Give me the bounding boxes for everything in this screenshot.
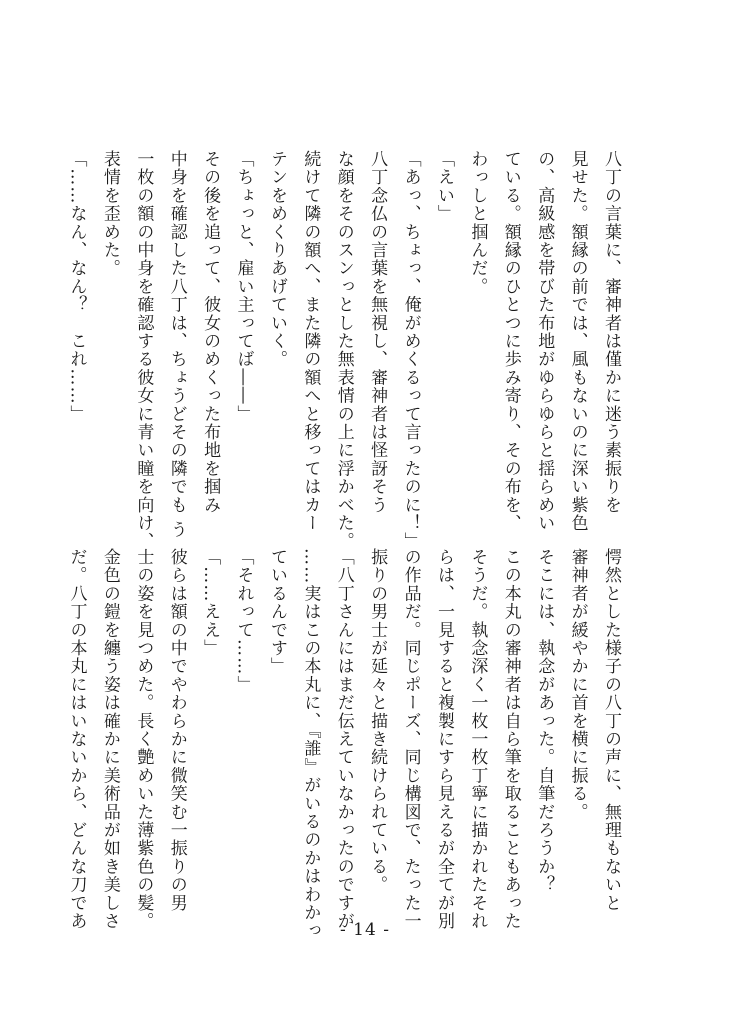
text-block-top bbox=[66, 150, 627, 551]
text-line: この本丸の審神者は自ら筆を取ることもあった bbox=[500, 548, 521, 931]
dialogue-line: ……実はこの本丸に、『誰』がいるのかはわかっ bbox=[300, 548, 321, 940]
dialogue-line: 「八丁さんにはまだ伝えていなかったのですが bbox=[333, 548, 354, 931]
dialogue-line: 「……なん、なん？ これ……」 bbox=[66, 150, 87, 423]
text-line: そうだ。執念深く一枚一枚丁寧に描かれたそれ bbox=[467, 548, 488, 931]
dialogue-line: 「それって……」 bbox=[233, 548, 254, 694]
text-line: らは、一見すると複製にすら見えるが全てが別 bbox=[433, 548, 454, 931]
text-line: そこには、執念があった。自筆だろうか？ bbox=[534, 548, 555, 894]
dialogue-line: 「あっ、ちょっ、俺がめくるって言ったのに！」 bbox=[400, 150, 421, 551]
text-line: だ。八丁の本丸にはいないから、どんな刀であ bbox=[66, 548, 87, 931]
page-number: - 14 - bbox=[340, 920, 390, 940]
dialogue-line: ているんです」 bbox=[266, 548, 287, 676]
text-line: 一枚の額の中身を確認する彼女に青い瞳を向け、 bbox=[133, 150, 154, 551]
text-line: 表情を歪めた。 bbox=[99, 150, 120, 278]
text-line: 審神者が緩やかに首を横に振る。 bbox=[567, 548, 588, 821]
text-line: の、高級感を帯びた布地がゆらゆらと揺らめい bbox=[534, 150, 555, 533]
text-line: 士の姿を見つめた。長く艶めいた薄紫色の髪。 bbox=[133, 548, 154, 931]
text-line: 振りの男士が延々と描き続けられている。 bbox=[367, 548, 388, 894]
text-line: 八丁の言葉に、審神者は僅かに迷う素振りを bbox=[601, 150, 621, 514]
text-line: ている。額縁のひとつに歩み寄り、その布を、 bbox=[500, 150, 521, 533]
text-line: 金色の鎧を纏う姿は確かに美術品が如き美しさ bbox=[99, 548, 120, 931]
text-line: 八丁念仏の言葉を無視し、審神者は怪訝そう bbox=[367, 150, 388, 514]
dialogue-line: 「えい」 bbox=[433, 150, 454, 223]
text-line: テンをめくりあげていく。 bbox=[266, 150, 287, 369]
text-line: の作品だ。同じポーズ、同じ構図で、たった一 bbox=[400, 548, 421, 931]
text-line: 彼らは額の中でやわらかに微笑む一振りの男 bbox=[166, 548, 187, 912]
dialogue-line: 「ちょっと、雇い主ってば――」 bbox=[233, 150, 254, 423]
text-line: 中身を確認した八丁は、ちょうどその隣でも う bbox=[166, 150, 187, 539]
text-line: 愕然とした様子の八丁の声に、無理もないと bbox=[601, 548, 621, 912]
text-line: わっしと掴んだ。 bbox=[467, 150, 488, 296]
text-line: 見せた。額縁の前では、風もないのに深い紫色 bbox=[567, 150, 588, 533]
text-line: な顔をそのスンっとした無表情の上に浮かべた。 bbox=[333, 150, 354, 551]
text-line: 続けて隣の額へ、また隣の額へと移ってはカー bbox=[300, 150, 321, 533]
dialogue-line: 「……ええ」 bbox=[200, 548, 221, 658]
text-line: その後を追って、彼女のめくった布地を掴み bbox=[200, 150, 221, 514]
